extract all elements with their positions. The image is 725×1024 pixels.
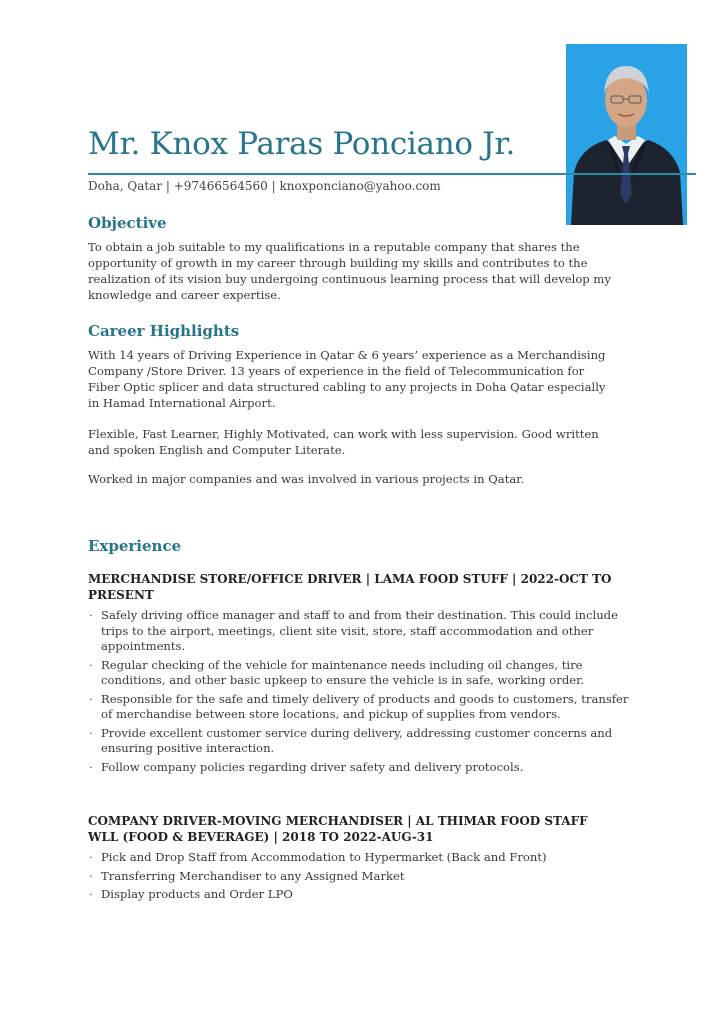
list-item: · Follow company policies regarding driver safety and delivery protocols. [88, 760, 633, 776]
list-item: · Provide excellent customer service during delivery, addressing customer concerns and ensuring positive interaction. [88, 726, 633, 757]
list-item: · Transferring Merchandiser to any Assigned Market [88, 869, 633, 885]
career-paragraph: Worked in major companies and was involved in various projects in Qatar. [88, 472, 525, 486]
job-title: COMPANY DRIVER-MOVING MERCHANDISER | AL THIMAR FOOD STAFF WLL (FOOD & BEVERAGE) | 2018 TO 2022-AUG-31 [88, 814, 588, 844]
objective-text: To obtain a job suitable to my qualifications in a reputable company that shares the opportunity of growth in my career through building my skills and contributes to the realization of its vision buy undergoing continuous learning process that will develop my knowledge and career expertise. [88, 240, 611, 302]
list-item: · Regular checking of the vehicle for maintenance needs including oil changes, tire conditions, and other basic upkeep to ensure the vehicle is in safe, working order. [88, 658, 633, 689]
job-duties-list [88, 608, 633, 778]
list-item: · Safely driving office manager and staff to and from their destination. This could include trips to the airport, meetings, client site visit, store, staff accommodation and other appointments. [88, 608, 633, 655]
job-title: MERCHANDISE STORE/OFFICE DRIVER | LAMA FOOD STUFF | 2022-OCT TO PRESENT [88, 572, 612, 602]
career-paragraph: With 14 years of Driving Experience in Qatar & 6 years’ experience as a Merchandising Company /Store Driver. 13 years of experience in the field of Telecommunication for Fiber Optic splicer and data structured cabling to any projects in Doha Qatar especially in Hamad International Airport. [88, 348, 606, 410]
career-paragraph: Flexible, Fast Learner, Highly Motivated, can work with less supervision. Good written and spoken English and Computer Literate. [88, 427, 599, 457]
list-item: · Responsible for the safe and timely delivery of products and goods to customers, transfer of merchandise between store locations, and pickup of supplies from vendors. [88, 692, 633, 723]
list-item: · Display products and Order LPO [88, 887, 633, 903]
person-portrait-icon [566, 44, 687, 225]
candidate-name: Mr. Knox Paras Ponciano Jr. [88, 126, 516, 162]
career-highlights-heading: Career Highlights [88, 322, 240, 340]
experience-heading: Experience [88, 537, 182, 555]
job-duties-list [88, 850, 633, 906]
list-item: · Pick and Drop Staff from Accommodation to Hypermarket (Back and Front) [88, 850, 633, 866]
contact-line: Doha, Qatar | +97466564560 | knoxponciano@yahoo.com [88, 179, 441, 193]
header-divider [88, 173, 696, 175]
profile-photo [566, 44, 687, 225]
objective-heading: Objective [88, 214, 167, 232]
